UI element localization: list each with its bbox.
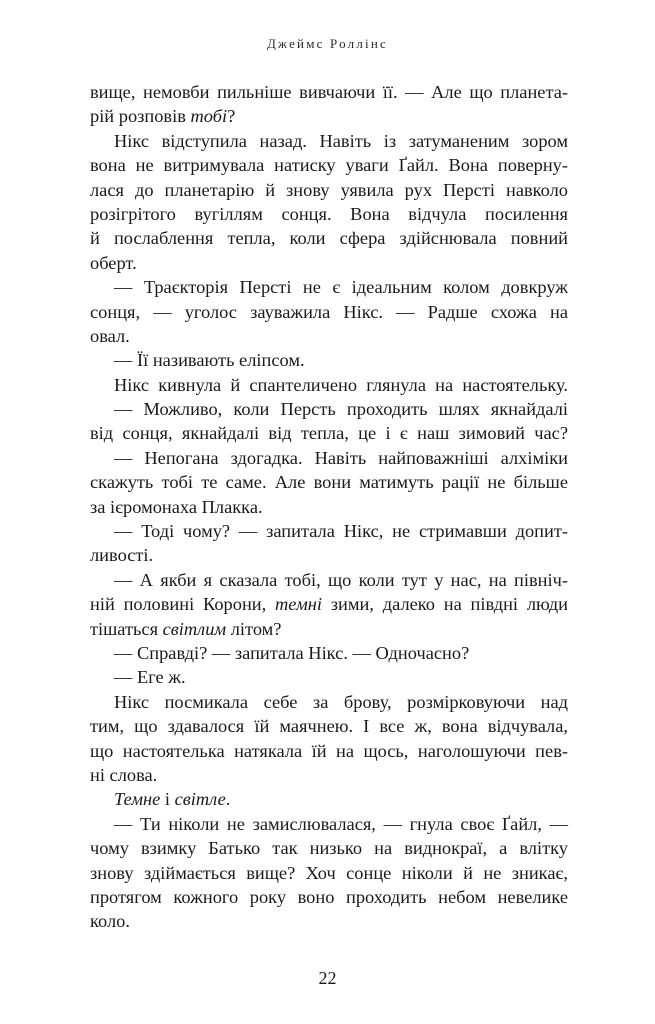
text-line xyxy=(90,104,568,128)
text-line xyxy=(90,885,568,909)
text-segment: сонця, — уголос зауважила Нікс. — Радше схожа на xyxy=(90,301,568,322)
text-line xyxy=(90,787,568,811)
text-segment: коло. xyxy=(90,911,130,932)
text-segment: — Справді? — запитала Нікс. — Одночасно? xyxy=(114,642,470,663)
emphasized-word: світлим xyxy=(162,618,227,639)
text-line xyxy=(90,178,568,202)
text-segment: оберт. xyxy=(90,252,137,273)
text-line xyxy=(90,665,568,689)
emphasized-word: Темне xyxy=(114,789,161,810)
running-head: Джеймс Роллінс xyxy=(266,36,388,51)
text-segment: Нікс кивнула й спантеличено глянула на настоятельку. xyxy=(114,374,568,395)
text-line xyxy=(90,373,568,397)
text-segment: за ієромонаха Плакка. xyxy=(90,496,263,517)
text-line xyxy=(90,812,568,836)
text-segment: — Її називають еліпсом. xyxy=(114,350,305,371)
text-line xyxy=(90,739,568,763)
text-segment: розігрітого вугіллям сонця. Вона відчула посилення xyxy=(90,203,568,224)
text-line xyxy=(90,300,568,324)
text-line xyxy=(90,226,568,250)
text-segment: — Траєкторія Персті не є ідеальним колом довкруж xyxy=(114,277,568,298)
text-line xyxy=(90,495,568,519)
text-line xyxy=(90,690,568,714)
emphasized-word: тобі xyxy=(190,106,228,127)
text-line xyxy=(90,714,568,738)
text-line xyxy=(90,153,568,177)
body-text xyxy=(90,80,568,934)
text-segment: лася до планетарію й знову уявила рух Персті навколо xyxy=(90,179,568,200)
text-segment: — Еге ж. xyxy=(114,667,186,688)
text-segment: . xyxy=(225,789,231,810)
text-segment: що настоятелька натякала їй на щось, наголошуючи пев- xyxy=(90,740,568,761)
text-segment: знову здіймається вище? Хоч сонце ніколи й не зникає, xyxy=(90,862,568,883)
text-segment: і xyxy=(160,789,175,810)
text-line xyxy=(90,519,568,543)
text-segment: Нікс відступила назад. Навіть із затуманеним зором xyxy=(114,130,568,151)
text-line xyxy=(90,909,568,933)
text-segment: чому взимку Батько так низько на виднокраї, а влітку xyxy=(90,838,568,859)
text-line xyxy=(90,251,568,275)
text-segment: — А якби я сказала тобі, що коли тут у нас, на північ- xyxy=(114,569,568,590)
text-segment: літом? xyxy=(226,618,282,639)
text-line xyxy=(90,324,568,348)
text-segment: ? xyxy=(227,106,236,127)
text-line xyxy=(90,348,568,372)
text-line xyxy=(90,421,568,445)
emphasized-word: світле xyxy=(174,789,226,810)
text-segment: рій розповів xyxy=(90,106,191,127)
text-segment: ні слова. xyxy=(90,764,158,785)
text-line xyxy=(90,641,568,665)
text-segment: — Можливо, коли Персть проходить шлях якнайдалі xyxy=(114,399,568,420)
text-line xyxy=(90,592,568,616)
text-segment: — Ти ніколи не замислювалася, — гнула своє Ґайл, — xyxy=(114,813,568,834)
text-line xyxy=(90,617,568,641)
text-segment: — Непогана здогадка. Навіть найповажніші алхіміки xyxy=(114,447,568,468)
text-line xyxy=(90,470,568,494)
text-segment: скажуть тобі те саме. Але вони матимуть рації не більше xyxy=(90,472,568,493)
text-line xyxy=(90,763,568,787)
text-line xyxy=(90,543,568,567)
text-segment: зими, далеко на півдні люди xyxy=(322,594,569,615)
text-line xyxy=(90,446,568,470)
text-segment: вона не витримувала натиску уваги Ґайл. Вона поверну- xyxy=(90,155,568,176)
text-line xyxy=(90,397,568,421)
text-segment: овал. xyxy=(90,325,130,346)
text-segment: й послаблення тепла, коли сфера здійснювала повний xyxy=(90,228,568,249)
emphasized-word: темні xyxy=(275,594,322,615)
text-line xyxy=(90,836,568,860)
text-segment: Нікс посмикала себе за брову, розмірковуючи над xyxy=(114,691,568,712)
text-segment: ній половині Корони, xyxy=(90,594,276,615)
text-line xyxy=(90,80,568,104)
text-line xyxy=(90,275,568,299)
text-line xyxy=(90,861,568,885)
text-segment: протягом кожного року воно проходить небом невелике xyxy=(90,886,568,907)
text-line xyxy=(90,202,568,226)
text-segment: ливості. xyxy=(90,545,154,566)
text-line xyxy=(90,568,568,592)
text-segment: вище, немовби пильніше вивчаючи її. — Але що планета- xyxy=(90,82,568,102)
text-segment: тішаться xyxy=(90,618,163,639)
text-segment: тим, що здавалося їй маячнею. І все ж, вона відчувала, xyxy=(90,716,568,737)
text-segment: від сонця, якнайдалі від тепла, це і є наш зимовий час? xyxy=(90,423,568,444)
text-line xyxy=(90,129,568,153)
text-segment: — Тоді чому? — запитала Нікс, не стримавши допит- xyxy=(114,521,568,542)
page-number: 22 xyxy=(318,968,337,988)
